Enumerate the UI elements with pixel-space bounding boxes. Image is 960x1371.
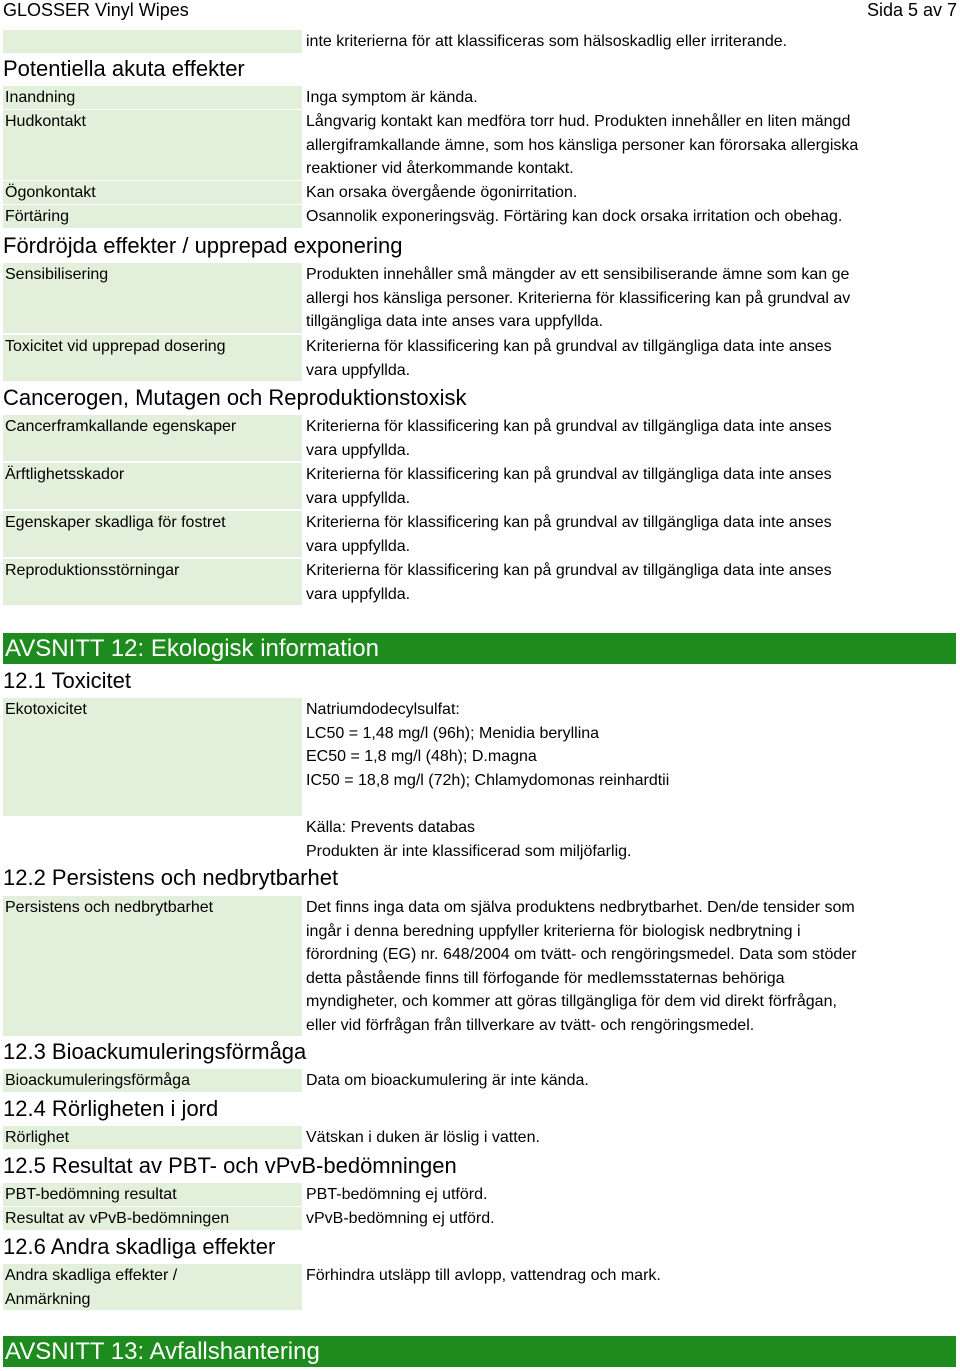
label-sensitisation: Sensibilisering <box>3 263 302 333</box>
label-skin-contact: Hudkontakt <box>3 110 302 180</box>
value-ingestion: Osannolik exponeringsväg. Förtäring kan dock orsaka irritation och obehag. <box>306 208 843 225</box>
value-inhalation: Inga symptom är kända. <box>306 89 478 106</box>
heading-12-5: 12.5 Resultat av PBT- och vPvB-bedömningen <box>3 1153 457 1178</box>
label-bioaccumulation: Bioackumuleringsförmåga <box>3 1069 302 1092</box>
value-mutagenicity: Kriterierna för klassificering kan på grundval av tillgängliga data inte anses vara uppfyllda. <box>306 466 832 507</box>
heading-12-1: 12.1 Toxicitet <box>3 668 132 693</box>
document-title: GLOSSER Vinyl Wipes <box>3 0 189 20</box>
heading-12-2: 12.2 Persistens och nedbrytbarhet <box>3 865 339 890</box>
continuation-text: inte kriterierna för att klassificeras som hälsoskadlig eller irriterande. <box>306 33 788 50</box>
value-mobility: Vätskan i duken är löslig i vatten. <box>306 1129 540 1146</box>
value-sensitisation: Produkten innehåller små mängder av ett sensibiliserande ämne som kan ge allergi hos känsliga personer. Kriterierna för klassificering kan på grundval av tillgängliga data inte anses vara uppfyllda. <box>306 266 851 330</box>
label-inhalation: Inandning <box>3 86 302 109</box>
value-vpvb-result: vPvB-bedömning ej utförd. <box>306 1210 495 1227</box>
label-mutagenicity: Ärftlighetsskador <box>3 463 302 509</box>
heading-12-6: 12.6 Andra skadliga effekter <box>3 1234 276 1259</box>
label-other-effects: Andra skadliga effekter / Anmärkning <box>3 1264 302 1310</box>
label-persistence: Persistens och nedbrytbarhet <box>3 896 302 1036</box>
label-pbt-result: PBT-bedömning resultat <box>3 1183 302 1206</box>
value-bioaccumulation: Data om bioackumulering är inte kända. <box>306 1072 589 1089</box>
heading-acute-effects: Potentiella akuta effekter <box>3 56 245 81</box>
value-skin-contact: Långvarig kontakt kan medföra torr hud. Produkten innehåller en liten mängd allergiframkallande ämne, som hos känsliga personer kan förorsaka allergiska reaktioner vid återkommande kontakt. <box>306 113 859 177</box>
value-persistence: Det finns inga data om själva produktens nedbrytbarhet. Den/de tensider som ingår i denna beredning uppfyller kriterierna för biologisk nedbrytning i förordning (EG) nr. 648/2004 om tvätt- och rengöringsmedel. Data som stöder detta påstående finns till förfogande för medlemsstaternas behöriga myndigheter, och kommer att göras tillgängliga för dem vid direkt förfrågan, eller vid förfrågan från tillverkare av tvätt- och rengöringsmedel. <box>306 899 857 1034</box>
heading-cmr: Cancerogen, Mutagen och Reproduktionstoxisk <box>3 385 467 410</box>
value-carcinogenicity: Kriterierna för klassificering kan på grundval av tillgängliga data inte anses vara uppfyllda. <box>306 418 832 459</box>
heading-12-4: 12.4 Rörligheten i jord <box>3 1096 219 1121</box>
value-repeated-dose-toxicity: Kriterierna för klassificering kan på grundval av tillgängliga data inte anses vara uppfyllda. <box>306 338 832 379</box>
value-eye-contact: Kan orsaka övergående ögonirritation. <box>306 184 578 201</box>
heading-delayed-effects: Fördröjda effekter / upprepad exponering <box>3 233 403 258</box>
value-pbt-result: PBT-bedömning ej utförd. <box>306 1186 488 1203</box>
label-eye-contact: Ögonkontakt <box>3 181 302 204</box>
value-reproductive-toxicity: Kriterierna för klassificering kan på grundval av tillgängliga data inte anses vara uppfyllda. <box>306 562 832 603</box>
section-13-header: AVSNITT 13: Avfallshantering <box>3 1336 956 1367</box>
continuation-label-cell <box>3 30 302 53</box>
label-ingestion: Förtäring <box>3 205 302 228</box>
heading-12-3: 12.3 Bioackumuleringsförmåga <box>3 1039 307 1064</box>
label-reproductive-toxicity: Reproduktionsstörningar <box>3 559 302 605</box>
value-ecotoxicity: Natriumdodecylsulfat: LC50 = 1,48 mg/l (96h); Menidia beryllina EC50 = 1,8 mg/l (48h); D.magna IC50 = 18,8 mg/l (72h); Chlamydomonas reinhardtii <box>306 701 670 789</box>
value-ecotoxicity-source: Källa: Prevents databas Produkten är inte klassificerad som miljöfarlig. <box>306 819 632 860</box>
label-repeated-dose-toxicity: Toxicitet vid upprepad dosering <box>3 335 302 381</box>
value-other-effects: Förhindra utsläpp till avlopp, vattendrag och mark. <box>306 1267 661 1284</box>
label-ecotoxicity: Ekotoxicitet <box>3 698 302 816</box>
label-fetal-harm: Egenskaper skadliga för fostret <box>3 511 302 557</box>
label-mobility: Rörlighet <box>3 1126 302 1149</box>
page-number: Sida 5 av 7 <box>866 0 957 20</box>
label-carcinogenicity: Cancerframkallande egenskaper <box>3 415 302 461</box>
label-vpvb-result: Resultat av vPvB-bedömningen <box>3 1207 302 1230</box>
value-fetal-harm: Kriterierna för klassificering kan på grundval av tillgängliga data inte anses vara uppfyllda. <box>306 514 832 555</box>
section-12-header: AVSNITT 12: Ekologisk information <box>3 633 956 664</box>
